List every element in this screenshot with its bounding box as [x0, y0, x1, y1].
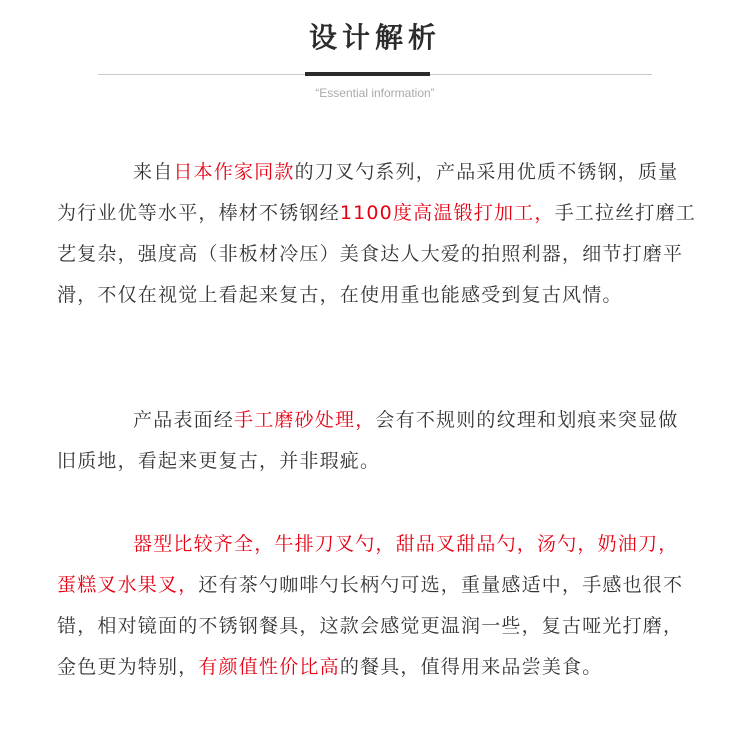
- highlight-segment: 1100度高温锻打加工，: [339, 202, 555, 224]
- text-segment: 产品表面经: [133, 409, 235, 431]
- highlight-segment: 器型比较齐全，牛排刀叉勺，甜品叉甜品勺，汤勺，奶油刀，蛋糕叉水果叉，: [57, 533, 679, 596]
- highlight-segment: 日本作家同款: [173, 161, 295, 183]
- section-title: 设计解析: [308, 21, 441, 54]
- paragraph-surface: [57, 400, 697, 482]
- highlight-segment: 有颜值性价比高: [198, 656, 340, 678]
- text-segment: 来自: [133, 161, 174, 183]
- section-subtitle: “Essential information”: [315, 86, 435, 100]
- text-segment: 的刀叉勺系列，产品采用优质不锈钢，质量为行业优等水平，棒材不锈钢经: [57, 161, 679, 224]
- text-segment: 手工拉丝打磨工艺复杂，强度高（非板材冷压）美食达人大爱的拍照利器，细节打磨平滑，不仅在视觉上看起来复古，在使用重也能感受到复古风情。: [57, 202, 696, 306]
- text-segment: 的餐具，值得用来品尝美食。: [339, 656, 603, 678]
- text-segment: 会有不规则的纹理和划痕来突显做旧质地，看起来更复古，并非瑕疵。: [57, 409, 679, 472]
- paragraph-range: [57, 524, 697, 688]
- highlight-segment: 手工磨砂处理，: [234, 409, 376, 431]
- paragraph-material: [57, 152, 697, 316]
- title-divider-accent: [305, 72, 430, 76]
- text-segment: 还有茶勺咖啡勺长柄勺可选，重量感适中，手感也很不错，相对镜面的不锈钢餐具，这款会感觉更温润一些，复古哑光打磨，金色更为特别，: [57, 574, 684, 678]
